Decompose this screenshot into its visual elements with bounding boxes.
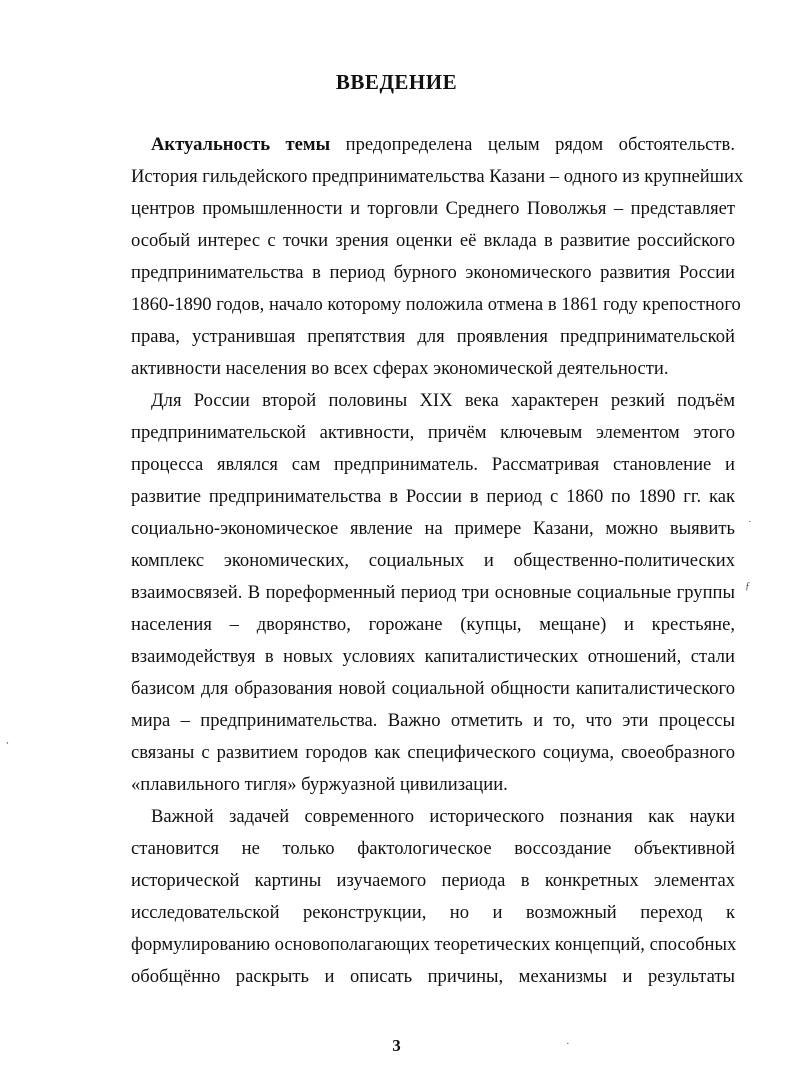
scan-mark: ƒ xyxy=(745,580,751,592)
scan-mark: ⸱ xyxy=(6,738,9,750)
text-line: Для России второй половины XIX века характерен резкий подъём xyxy=(151,390,735,411)
text-line: развитие предпринимательства в России в период с 1860 по 1890 гг. как xyxy=(131,486,735,507)
text-line: населения – дворянство, горожане (купцы, мещане) и крестьяне, xyxy=(131,614,735,635)
text-line: исторической картины изучаемого периода в конкретных элементах xyxy=(131,870,735,891)
text-line: История гильдейского предпринимательства Казани – одного из крупнейших xyxy=(131,166,744,187)
text-line: обобщённо раскрыть и описать причины, механизмы и результаты xyxy=(131,966,735,987)
text-line: Актуальность темы предопределена целым рядом обстоятельств. xyxy=(151,134,735,155)
text-line: формулированию основополагающих теоретических концепций, способных xyxy=(131,934,737,955)
scan-mark: · xyxy=(566,1038,570,1050)
text-line: социально-экономическое явление на примере Казани, можно выявить xyxy=(131,518,735,539)
text-line: предпринимательства в период бурного экономического развития России xyxy=(131,262,735,283)
text-line: базисом для образования новой социальной общности капиталистического xyxy=(131,678,735,699)
page-title: ВВЕДЕНИЕ xyxy=(335,70,458,94)
bold-term: Актуальность темы xyxy=(151,134,331,155)
text-line: мира – предпринимательства. Важно отметить и то, что эти процессы xyxy=(131,710,735,731)
text-line: 1860-1890 годов, начало которому положила отмена в 1861 году крепостного xyxy=(131,294,741,315)
scan-mark: · xyxy=(748,516,752,528)
text-line: активности населения во всех сферах экономической деятельности. xyxy=(131,358,669,379)
text-line: становится не только фактологическое воссоздание объективной xyxy=(131,838,735,859)
text-line: Важной задачей современного исторического познания как науки xyxy=(151,806,735,827)
text-line: взаимодействуя в новых условиях капиталистических отношений, стали xyxy=(131,646,735,667)
text-line: предпринимательской активности, причём ключевым элементом этого xyxy=(131,422,735,443)
text-line: связаны с развитием городов как специфического социума, своеобразного xyxy=(131,742,735,763)
text-line: взаимосвязей. В пореформенный период три основные социальные группы xyxy=(131,582,735,603)
page-number: 3 xyxy=(392,1036,401,1055)
text-line: центров промышленности и торговли Среднего Поволжья – представляет xyxy=(131,198,735,219)
text-line: «плавильного тигля» буржуазной цивилизации. xyxy=(131,774,508,795)
text-line: особый интерес с точки зрения оценки её вклада в развитие российского xyxy=(131,230,735,251)
text-line: процесса являлся сам предприниматель. Рассматривая становление и xyxy=(131,454,735,475)
text-line: права, устранившая препятствия для проявления предпринимательской xyxy=(131,326,735,347)
text-line: исследовательской реконструкции, но и возможный переход к xyxy=(131,902,735,923)
text-line: комплекс экономических, социальных и общественно-политических xyxy=(131,550,735,571)
